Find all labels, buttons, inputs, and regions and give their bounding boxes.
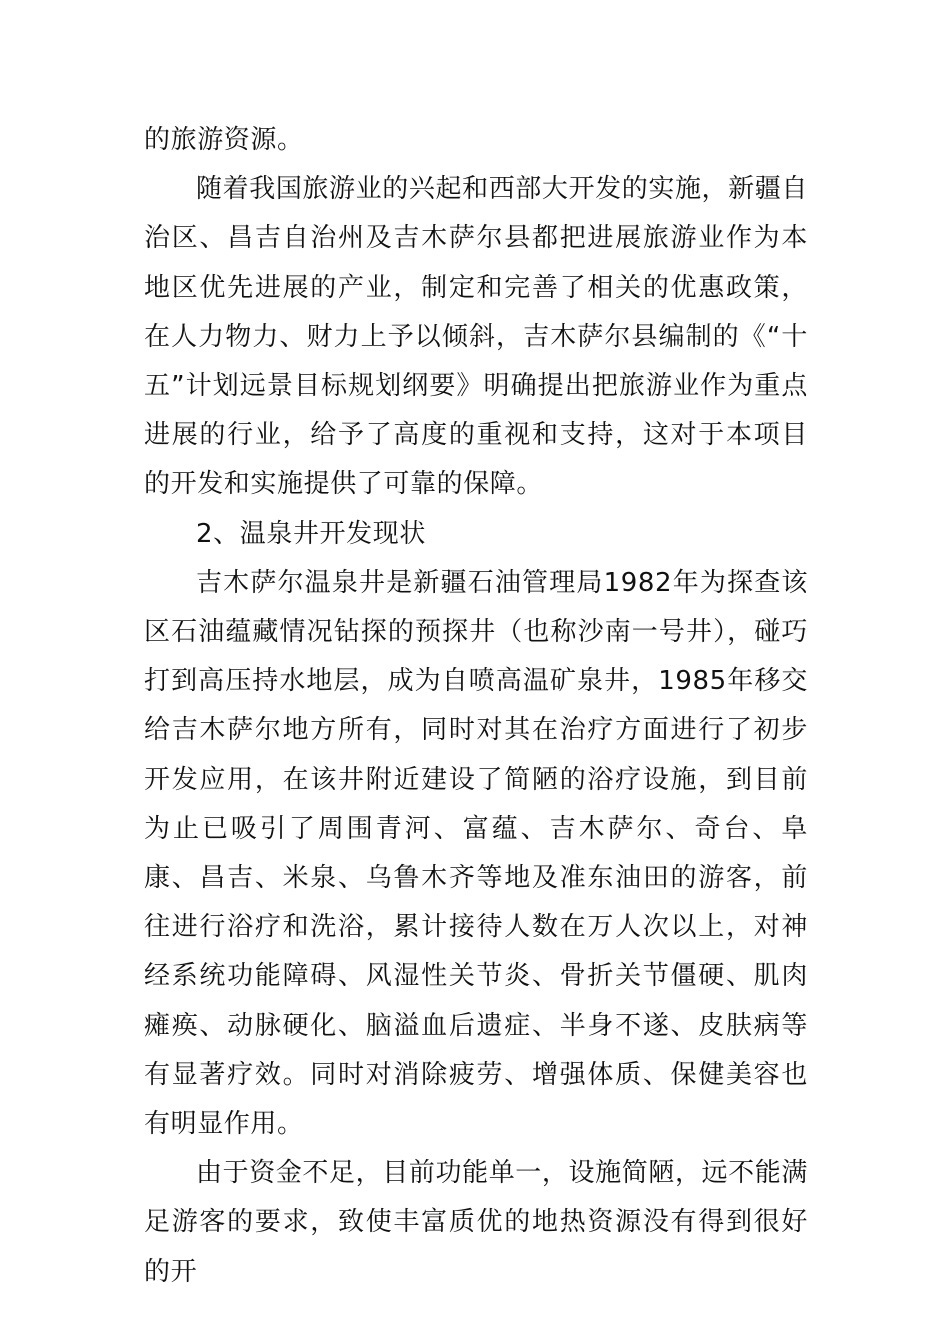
paragraph-hot-spring-history: 吉木萨尔温泉井是新疆石油管理局1982年为探查该区石油蕴藏情况钻探的预探井（也称沙南一号井），碰巧打到高压持水地层，成为自喷高温矿泉井，1985年移交给吉木萨尔地方所有，同时对其在治疗方面进行了初步开发应用，在该井附近建设了简陋的浴疗设施，到目前为止已吸引了周围青河、富蕴、吉木萨尔、奇台、阜康、昌吉、米泉、乌鲁木齐等地及准东油田的游客，前往进行浴疗和洗浴，累计接待人数在万人次以上，对神经系统功能障碍、风湿性关节炎、骨折关节僵硬、肌肉瘫痪、动脉硬化、脑溢血后遗症、半身不遂、皮肤病等有显著疗效。同时对消除疲劳、增强体质、保健美容也有明显作用。 (144, 567, 808, 1140)
paragraph-tourism-resources-end: 的旅游资源。 (144, 125, 304, 155)
document-body (144, 116, 808, 1297)
paragraph-tourism-policy: 随着我国旅游业的兴起和西部大开发的实施，新疆自治区、昌吉自治州及吉木萨尔县都把进展旅游业作为本地区优先进展的产业，制定和完善了相关的优惠政策，在人力物力、财力上予以倾斜，吉木萨尔县编制的《“十五”计划远景目标规划纲要》明确提出把旅游业作为重点进展的行业，给予了高度的重视和支持，这对于本项目的开发和实施提供了可靠的保障。 (144, 174, 808, 500)
section-heading-hot-spring-status: 2、温泉井开发现状 (196, 518, 426, 549)
paragraph-funding-shortage: 由于资金不足，目前功能单一，设施简陋，远不能满足游客的要求，致使丰富质优的地热资源没有得到很好的开 (144, 1158, 808, 1287)
